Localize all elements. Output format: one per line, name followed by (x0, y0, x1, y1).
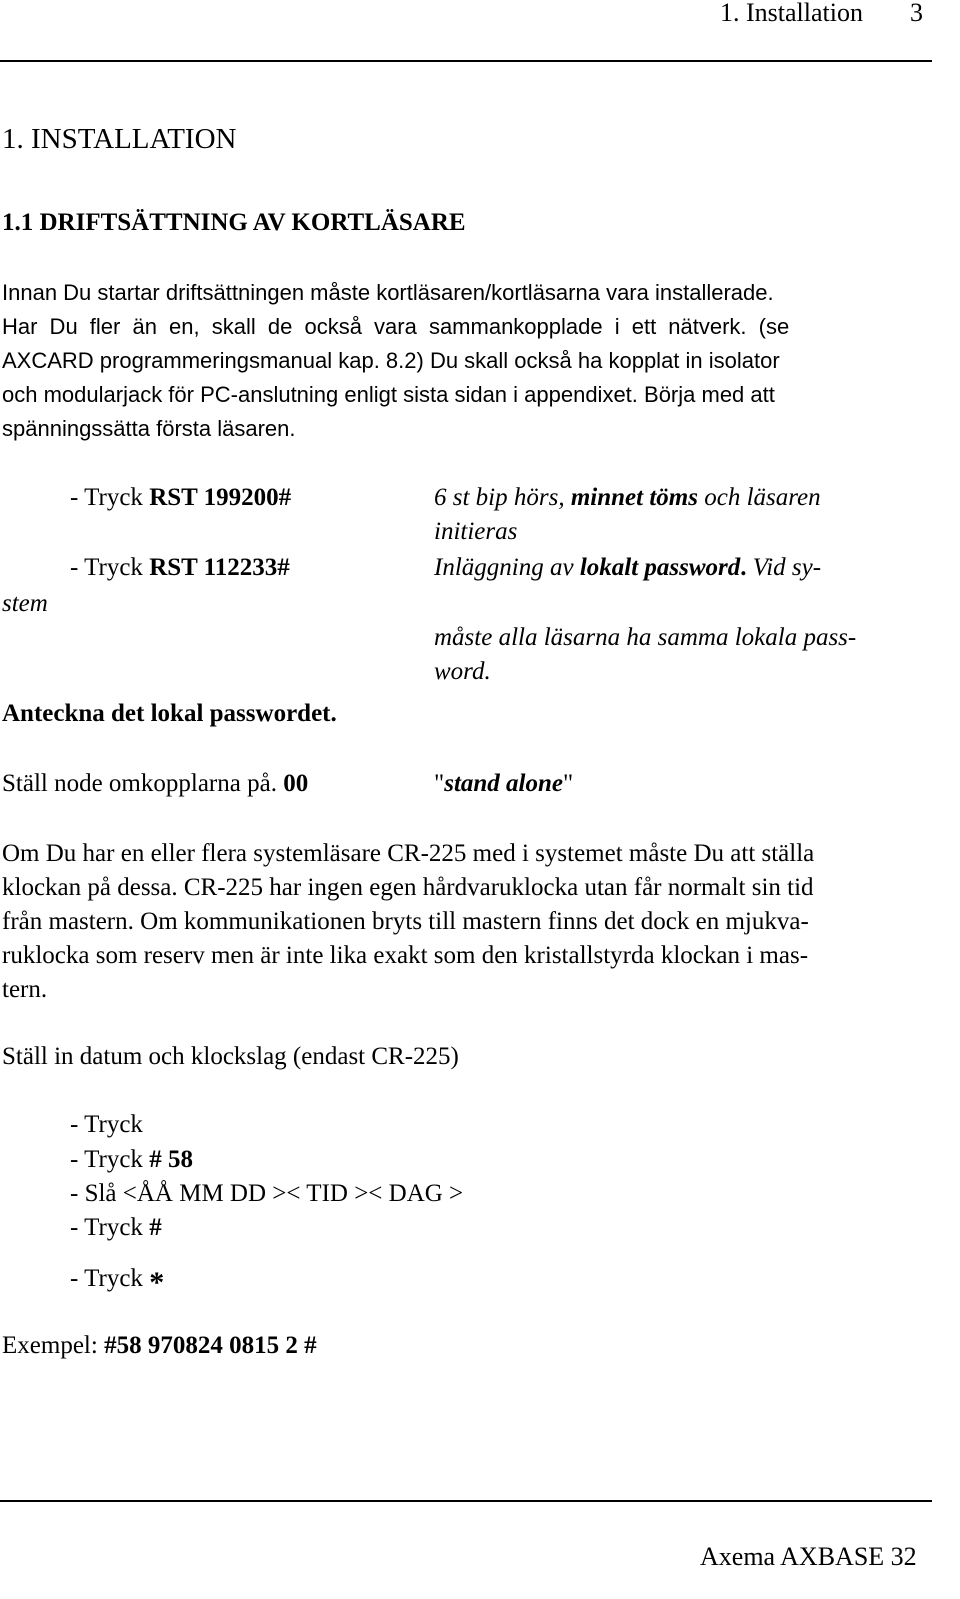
footer-text: Axema AXBASE 32 (700, 1542, 917, 1571)
step-prefix: - Tryck (70, 554, 150, 581)
intro-line-3: AXCARD programmeringsmanual kap. 8.2) Du skall också ha kopplat in isolator (2, 348, 780, 373)
step-code: # 58 (149, 1146, 193, 1173)
step-prefix: - Tryck (70, 1214, 150, 1241)
intro-line-1: Innan Du startar driftsättningen måste kortläsaren/kortläsarna vara installerade. (2, 280, 774, 305)
heading-installation: 1. INSTALLATION (2, 123, 237, 155)
clock-step-4 (70, 1211, 162, 1245)
step-rst-112233-desc-4: word. (434, 658, 491, 685)
para2-line-1: Om Du har en eller flera systemläsare CR-225 med i systemet måste Du att ställa (2, 840, 815, 867)
intro-line-4 (2, 378, 775, 412)
clock-heading: Ställ in datum och klockslag (endast CR-225) (2, 1043, 459, 1070)
heading-driftsattning: 1.1 DRIFTSÄTTNING AV KORTLÄSARE (2, 209, 466, 236)
step-rst-112233-desc-3: måste alla läsarna ha samma lokala pass- (434, 624, 857, 651)
header-rule (0, 60, 932, 62)
stand-alone: stand alone (444, 770, 563, 797)
page-number: 3 (910, 0, 923, 27)
intro-line-4a: och modularjack för PC-anslutning enligt sista sidan i appendixet. (2, 382, 638, 407)
clock-step-5 (70, 1260, 165, 1299)
step-code: RST 112233# (149, 554, 290, 581)
step-rst-199200-desc-2: initieras (434, 518, 518, 545)
node-switch-desc (434, 767, 573, 801)
step-prefix: - Tryck (70, 1265, 150, 1292)
desc-d: Vid sy- (746, 554, 822, 581)
clock-step-3: - Slå <ÅÅ MM DD >< TID >< DAG > (70, 1180, 464, 1207)
intro-line-2: Har Du fler än en, skall de också vara sammankopplade i ett nätverk. (se (2, 314, 790, 339)
footer-rule (0, 1500, 932, 1502)
desc-a: 6 st bip hörs, (434, 484, 571, 511)
desc-b: minnet töms (570, 484, 698, 511)
step-code: RST 199200# (149, 484, 292, 511)
para2-line-5: tern. (2, 976, 48, 1003)
quote-close: " (563, 770, 574, 797)
step-rst-112233 (70, 551, 290, 585)
para2-line-4: ruklocka som reserv men är inte lika exakt som den kristallstyrda klockan i mas- (2, 942, 809, 969)
step-prefix: - Tryck (70, 484, 150, 511)
desc-c: . (740, 554, 747, 581)
example-line (2, 1329, 317, 1363)
intro-line-4b: Börja med att (637, 382, 775, 407)
step-rst-112233-desc-stem: stem (2, 590, 48, 617)
quote-open: " (434, 770, 445, 797)
running-header-chapter: 1. Installation (720, 0, 863, 27)
node-code: 00 (283, 770, 309, 797)
desc-b: lokalt password (579, 554, 741, 581)
step-code: # (149, 1214, 162, 1241)
desc-a: Inläggning av (434, 554, 580, 581)
step-rst-199200-desc (434, 481, 821, 515)
clock-step-1: - Tryck (70, 1111, 143, 1138)
clock-step-2 (70, 1143, 193, 1177)
note-password: Anteckna det lokal passwordet. (2, 700, 337, 727)
example-prefix: Exempel: (2, 1332, 105, 1359)
example-code: #58 970824 0815 2 # (104, 1332, 317, 1359)
para2-line-2: klockan på dessa. CR-225 har ingen egen hårdvaruklocka utan får normalt sin tid (2, 874, 814, 901)
para2-line-3: från mastern. Om kommunikationen bryts till mastern finns det dock en mjukva- (2, 908, 809, 935)
step-prefix: - Tryck (70, 1146, 150, 1173)
node-switch-instruction (2, 767, 308, 801)
desc-c: och läsaren (697, 484, 821, 511)
step-code: * (149, 1266, 165, 1299)
step-rst-199200 (70, 481, 291, 515)
node-prefix: Ställ node omkopplarna på. (2, 770, 284, 797)
intro-line-5: spänningssätta första läsaren. (2, 416, 296, 441)
step-rst-112233-desc (434, 551, 821, 585)
